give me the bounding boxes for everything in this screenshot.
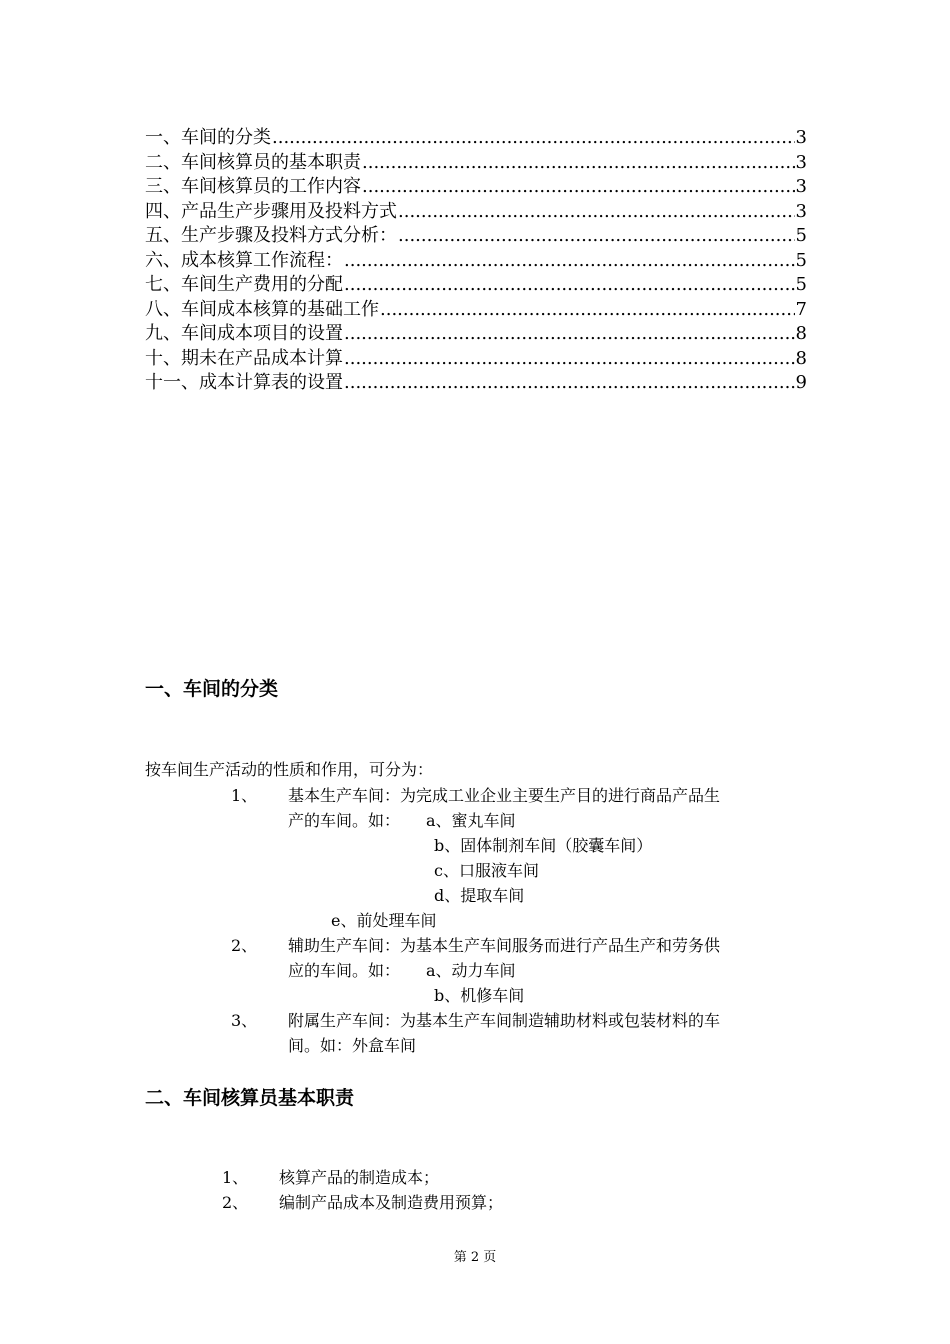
toc-title: 四、产品生产步骤用及投料方式 — [145, 200, 397, 222]
toc-page-number: 7 — [795, 298, 807, 320]
toc-title: 九、车间成本项目的设置 — [145, 323, 343, 344]
toc-page-number: 8 — [795, 347, 807, 369]
toc-item[interactable] — [145, 371, 807, 396]
toc-title: 八、车间成本核算的基础工作 — [145, 298, 379, 320]
table-of-contents — [145, 126, 807, 396]
toc-title: 三、车间核算员的工作内容 — [145, 176, 361, 197]
toc-page-number: 3 — [795, 200, 807, 222]
toc-item[interactable] — [145, 298, 807, 323]
toc-title: 五、生产步骤及投料方式分析： — [145, 225, 397, 246]
list-item-text: 应的车间。如： — [288, 961, 401, 980]
toc-title: 七、车间生产费用的分配 — [145, 274, 343, 295]
list-number: 1、 — [222, 1168, 249, 1187]
list-item-text: 核算产品的制造成本； — [279, 1168, 440, 1187]
page-footer: 第 2 页 — [453, 1250, 497, 1265]
sub-item: e、前处理车间 — [331, 911, 437, 930]
toc-item[interactable] — [145, 322, 807, 347]
toc-item[interactable] — [145, 347, 807, 372]
list-item-text: 间。如：外盒车间 — [288, 1036, 417, 1055]
list-number: 1、 — [231, 786, 258, 805]
toc-title: 十、期未在产品成本计算 — [145, 347, 343, 369]
list-item-text: 产的车间。如： — [288, 811, 401, 830]
toc-title: 二、车间核算员的基本职责 — [145, 151, 361, 173]
toc-leader-dots — [344, 273, 795, 298]
list-number: 2、 — [222, 1193, 249, 1212]
sub-item: c、口服液车间 — [434, 861, 539, 880]
section-heading: 一、车间的分类 — [145, 678, 279, 700]
toc-leader-dots — [362, 175, 795, 200]
toc-leader-dots — [344, 347, 795, 372]
list-item-text: 附属生产车间：为基本生产车间制造辅助材料或包装材料的车 — [288, 1011, 721, 1030]
toc-item[interactable] — [145, 249, 807, 274]
toc-title: 一、车间的分类 — [145, 127, 271, 148]
toc-leader-dots — [398, 200, 795, 225]
toc-page-number: 3 — [795, 127, 807, 148]
list-number: 3、 — [231, 1011, 258, 1030]
toc-item[interactable] — [145, 273, 807, 298]
list-number: 2、 — [231, 936, 258, 955]
toc-item[interactable] — [145, 200, 807, 225]
toc-leader-dots — [380, 298, 795, 323]
toc-title: 六、成本核算工作流程： — [145, 249, 343, 271]
toc-page-number: 9 — [795, 372, 807, 393]
toc-leader-dots — [272, 126, 795, 151]
toc-leader-dots — [344, 371, 795, 396]
sub-item: a、蜜丸车间 — [426, 811, 516, 830]
toc-leader-dots — [362, 151, 795, 176]
section-heading: 二、车间核算员基本职责 — [145, 1087, 355, 1109]
list-item-text: 编制产品成本及制造费用预算； — [279, 1193, 504, 1212]
toc-item[interactable] — [145, 151, 807, 176]
sub-item: b、机修车间 — [434, 986, 525, 1005]
toc-page-number: 3 — [795, 151, 807, 173]
list-item-text: 基本生产车间：为完成工业企业主要生产目的进行商品产品生 — [288, 786, 721, 805]
sub-item: d、提取车间 — [434, 886, 525, 905]
toc-item[interactable] — [145, 175, 807, 200]
sub-item: a、动力车间 — [426, 961, 516, 980]
list-item-text: 辅助生产车间：为基本生产车间服务而进行产品生产和劳务供 — [288, 936, 721, 955]
toc-page-number: 5 — [795, 274, 807, 295]
toc-page-number: 8 — [795, 323, 807, 344]
toc-page-number: 5 — [795, 249, 807, 271]
toc-page-number: 5 — [795, 225, 807, 246]
toc-item[interactable] — [145, 224, 807, 249]
section-intro: 按车间生产活动的性质和作用，可分为： — [145, 760, 434, 779]
sub-item: b、固体制剂车间（胶囊车间） — [434, 836, 653, 855]
toc-item[interactable] — [145, 126, 807, 151]
toc-title: 十一、成本计算表的设置 — [145, 372, 343, 393]
toc-leader-dots — [344, 249, 795, 274]
toc-page-number: 3 — [795, 176, 807, 197]
toc-leader-dots — [398, 224, 795, 249]
toc-leader-dots — [344, 322, 795, 347]
